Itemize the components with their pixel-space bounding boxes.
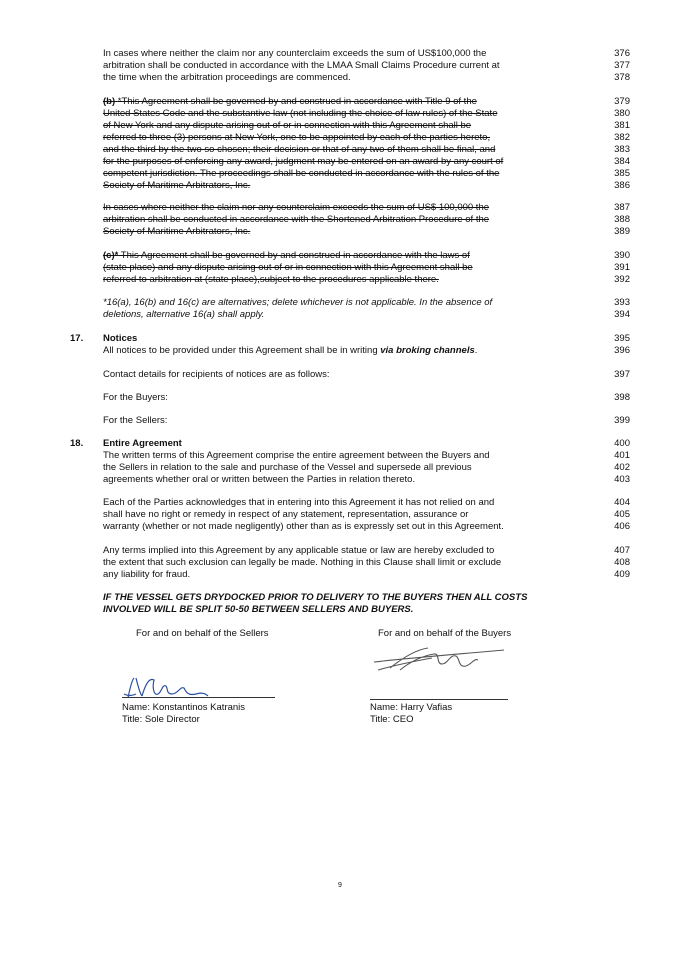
line-number: 385 <box>614 168 630 179</box>
sellers-name: Name: Konstantinos Katranis <box>122 702 246 713</box>
line-number: 382 <box>614 132 630 143</box>
line-number: 393 <box>614 297 630 308</box>
struck-line: and the third by the two so chosen; their decision or that of any two of them shall be final, and <box>103 144 496 155</box>
buyers-signature-line <box>370 699 508 700</box>
text-span: . <box>474 345 478 356</box>
text-line: arbitration shall be conducted in accordance with the LMAA Small Claims Procedure current at <box>103 60 500 71</box>
line-number: 406 <box>614 521 630 532</box>
line-number: 397 <box>614 369 630 380</box>
text-line: shall have no right or remedy in respect of any statement, representation, assurance or <box>103 509 469 520</box>
drydock-rider-line: INVOLVED WILL BE SPLIT 50-50 BETWEEN SELLERS AND BUYERS. <box>103 604 414 615</box>
emphasis-text: via broking channels <box>380 345 475 356</box>
line-number: 388 <box>614 214 630 225</box>
line-number: 391 <box>614 262 630 273</box>
line-number: 377 <box>614 60 630 71</box>
struck-line: United States Code and the substantive law (not including the choice of law rules) of the State <box>103 108 498 119</box>
struck-line: Society of Maritime Arbitrators, Inc. <box>103 226 251 237</box>
line-number: 383 <box>614 144 630 155</box>
line-number: 408 <box>614 557 630 568</box>
line-number: 376 <box>614 48 630 59</box>
line-number: 390 <box>614 250 630 261</box>
clause-16c-label: (c)* <box>103 250 119 261</box>
buyers-name: Name: Harry Vafias <box>370 702 453 713</box>
struck-line: referred to arbitration at (state place),subject to the procedures applicable there. <box>103 274 439 285</box>
line-number: 380 <box>614 108 630 119</box>
struck-line: Society of Maritime Arbitrators, Inc. <box>103 180 251 191</box>
clause-16b-label: (b) <box>103 96 116 107</box>
text-line: For the Sellers: <box>103 415 168 426</box>
line-number: 389 <box>614 226 630 237</box>
line-number: 401 <box>614 450 630 461</box>
text-line <box>103 345 477 357</box>
text-span: All notices to be provided under this Agreement shall be in writing <box>103 345 381 356</box>
struck-line: (state place) and any dispute arising out of or in connection with this Agreement shall be <box>103 262 473 273</box>
line-number: 405 <box>614 509 630 520</box>
section-heading-entire-agreement: Entire Agreement <box>103 438 182 449</box>
text-line: the extent that such exclusion can legally be made. Nothing in this Clause shall limit or exclude <box>103 557 502 568</box>
text-line: The written terms of this Agreement comprise the entire agreement between the Buyers and <box>103 450 490 461</box>
text-line: Contact details for recipients of notices are as follows: <box>103 369 330 380</box>
line-number: 394 <box>614 309 630 320</box>
text-line: the Sellers in relation to the sale and purchase of the Vessel and supersede all previous <box>103 462 472 473</box>
struck-clause-16c-line <box>103 250 470 262</box>
text-span: This Agreement shall be governed by and construed in accordance with the laws of <box>118 250 470 261</box>
struck-clause-16b-line <box>103 96 477 108</box>
line-number: 392 <box>614 274 630 285</box>
sellers-signature-heading: For and on behalf of the Sellers <box>136 628 269 639</box>
line-number: 395 <box>614 333 630 344</box>
line-number: 387 <box>614 202 630 213</box>
line-number: 399 <box>614 415 630 426</box>
text-line: For the Buyers: <box>103 392 168 403</box>
line-number: 404 <box>614 497 630 508</box>
sellers-signature-line <box>122 697 275 698</box>
text-line: agreements whether oral or written between the Parties in relation thereto. <box>103 474 416 485</box>
line-number: 407 <box>614 545 630 556</box>
alternatives-note: deletions, alternative 16(a) shall apply. <box>103 309 265 320</box>
buyers-title: Title: CEO <box>370 714 414 725</box>
sellers-title: Title: Sole Director <box>122 714 200 725</box>
line-number: 402 <box>614 462 630 473</box>
line-number: 409 <box>614 569 630 580</box>
struck-line: competent jurisdiction. The proceedings shall be conducted in accordance with the rules of the <box>103 168 500 179</box>
section-heading-notices: Notices <box>103 333 138 344</box>
section-number-18: 18. <box>70 438 84 449</box>
line-number: 378 <box>614 72 630 83</box>
line-number: 398 <box>614 392 630 403</box>
struck-line: for the purposes of enforcing any award, judgment may be entered on an award by any court of <box>103 156 504 167</box>
line-number: 384 <box>614 156 630 167</box>
buyers-signature-image <box>370 640 510 680</box>
struck-line: of New York and any dispute arising out of or in connection with this Agreement shall be <box>103 120 472 131</box>
section-number-17: 17. <box>70 333 84 344</box>
line-number: 396 <box>614 345 630 356</box>
text-line: warranty (whether or not made negligently) other than as is expressly set out in this Agreement. <box>103 521 504 532</box>
drydock-rider-line: IF THE VESSEL GETS DRYDOCKED PRIOR TO DELIVERY TO THE BUYERS THEN ALL COSTS <box>103 592 528 603</box>
line-number: 381 <box>614 120 630 131</box>
text-line: Each of the Parties acknowledges that in entering into this Agreement it has not relied on and <box>103 497 495 508</box>
struck-line: arbitration shall be conducted in accordance with the Shortened Arbitration Procedure of the <box>103 214 490 225</box>
text-line: In cases where neither the claim nor any counterclaim exceeds the sum of US$100,000 the <box>103 48 487 59</box>
line-number: 386 <box>614 180 630 191</box>
text-line: any liability for fraud. <box>103 569 191 580</box>
page-number: 9 <box>338 882 342 889</box>
struck-line: In cases where neither the claim nor any counterclaim exceeds the sum of US$ 100,000 the <box>103 202 490 213</box>
struck-line: referred to three (3) persons at New York, one to be appointed by each of the parties hereto, <box>103 132 491 143</box>
line-number: 379 <box>614 96 630 107</box>
text-line: Any terms implied into this Agreement by any applicable statue or law are hereby excluded to <box>103 545 495 556</box>
alternatives-note: *16(a), 16(b) and 16(c) are alternatives; delete whichever is not applicable. In the absence of <box>103 297 493 308</box>
text-line: the time when the arbitration proceedings are commenced. <box>103 72 351 83</box>
text-span: *This Agreement shall be governed by and construed in accordance with Title 9 of the <box>117 96 477 107</box>
buyers-signature-heading: For and on behalf of the Buyers <box>378 628 512 639</box>
line-number: 400 <box>614 438 630 449</box>
line-number: 403 <box>614 474 630 485</box>
